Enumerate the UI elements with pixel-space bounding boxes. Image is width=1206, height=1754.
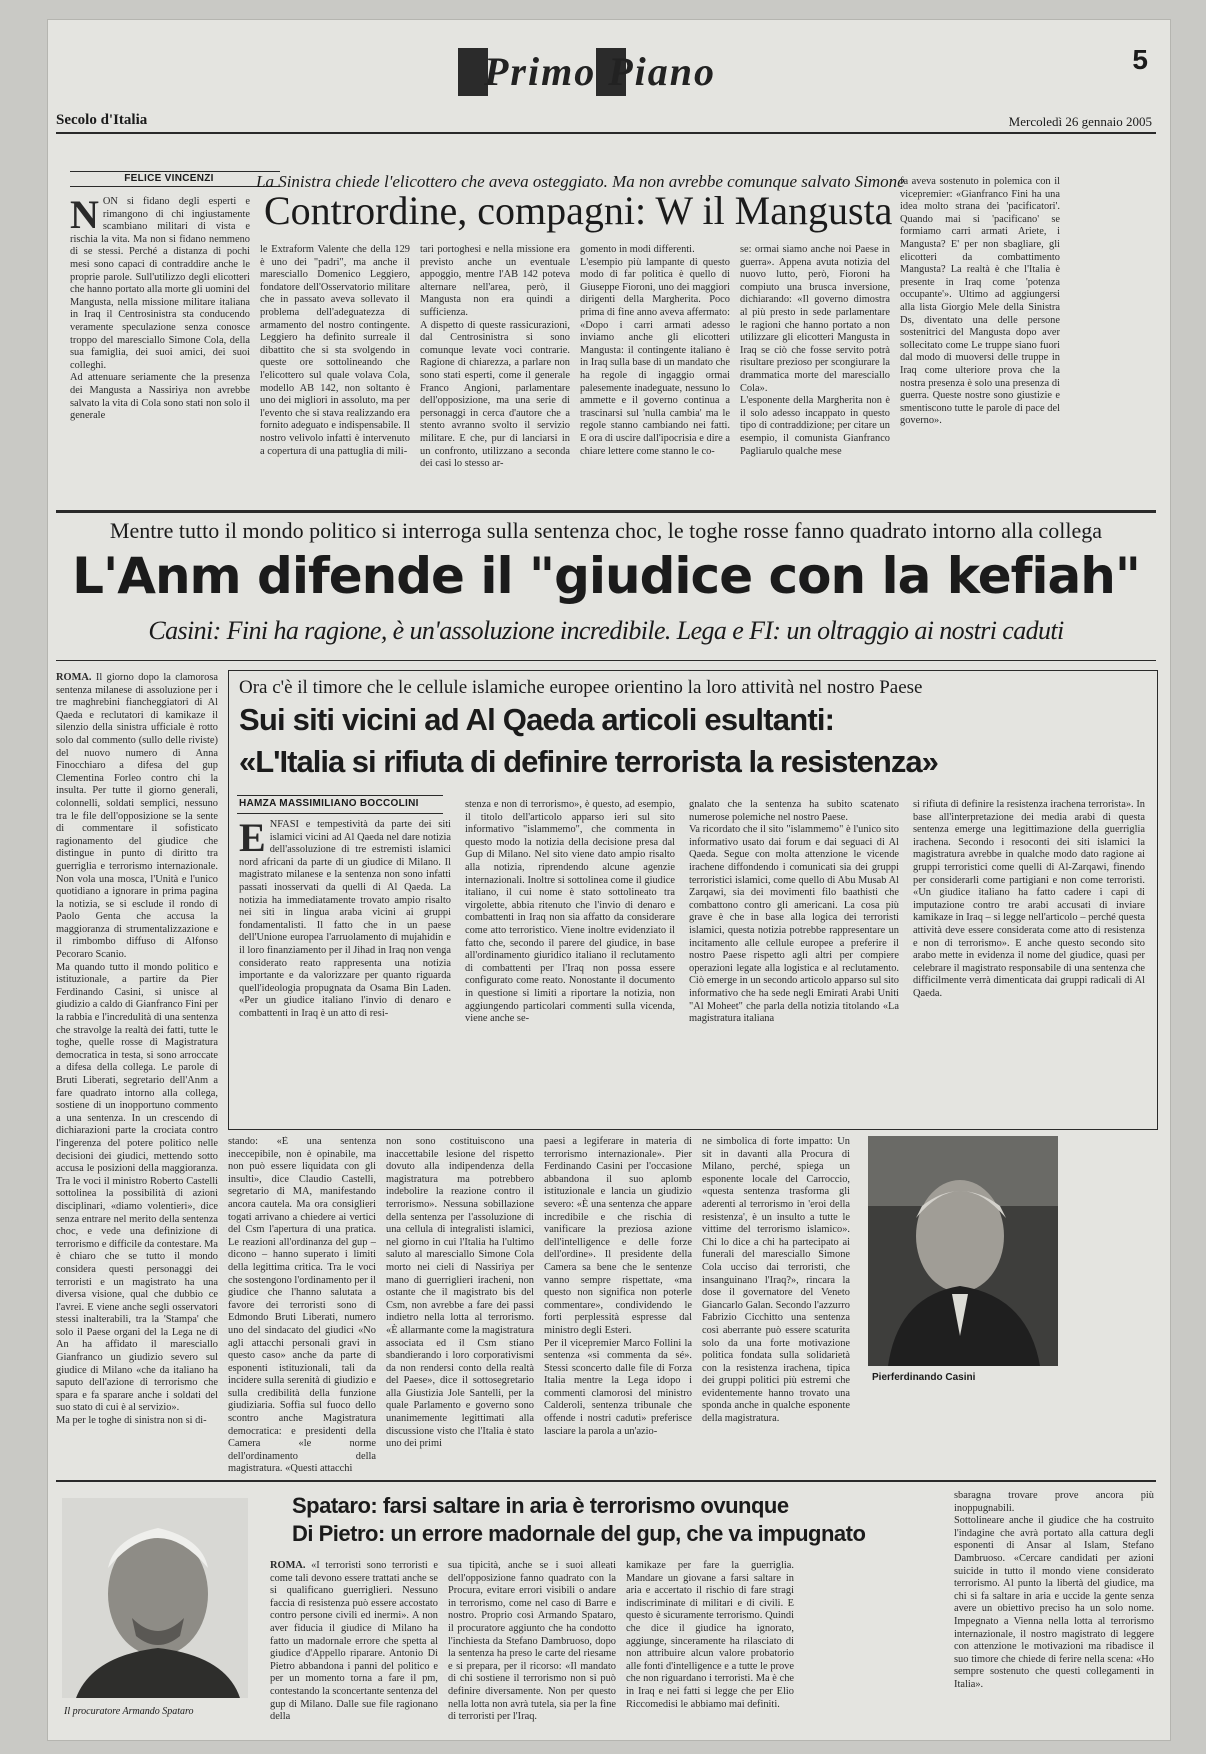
article3-headline-2: «L'Italia si rifiuta di definire terrorista la resistenza» xyxy=(239,744,938,779)
article2-col2: stando: «È una sentenza ineccepibile, non è opinabile, ma non può essere liquidata con gli insulti», dice Claudio Castelli, segretario di MA, manifestando ancora cautela. Ma ora consiglieri togati arrivano a chiedere ai vertici del Csm l'apertura di una pratica. Le reazioni all'ordinanza del gup – dicono – hanno superato i limiti della legittima critica. Tra le voci che sostengono l'ordinamento per il giudice che l'hanno salutata a favore dei terroristi sono di Edmondo Bruti Liberati, numero uno del sindacato del giudici «No agli attacchi personali gravi in questo caso» anche da parte di esponenti istituzionali, tali da incidere sulla serenità di giudizio e sulla credibilità della funzione giudiziaria. Soffia sul fuoco dello scontro anche Magistratura democratica: e presidenti della Camera «le norme dell'ordinamento della magistratura. «Questi attacchi xyxy=(228,1136,376,1474)
article1-col3: tari portoghesi e nella missione era previsto anche un eventuale appoggio, mentre l'AB 142 poteva alternare nell'area, però, il Mangusta non era quindi a sufficienza. A dispetto di queste rassicurazioni, dal Centrosinistra si sono comunque levate voci contrarie. Ragione di chiarezza, a parlare non sono stati esperti, come il generale Franco Angioni, parlamentare dell'opposizione, ma una serie di personaggi in cerca d'autore che a stento avranno svolto il servizio militare. E che, pur di lanciarsi in un confronto, utilizzano a seconda dei casi lo stesso ar- xyxy=(420,244,570,470)
article2-subhead: Casini: Fini ha ragione, è un'assoluzione incredibile. Lega e FI: un oltraggio ai nostri caduti xyxy=(148,616,1064,645)
article3-col3: gnalato che la sentenza ha subito scatenato numerose polemiche nel nostro Paese. Va ricordato che il sito "islammemo" è l'unico sito informativo usato dai forum e dai seguaci di Al Qaeda. Segue con molta attenzione le vicende irachene diffondendo i comunicati sia dei gruppi terroristici islamici, come quello di Abu Musab Al Zarqawi, sia dei movimenti filo baathisti che combattono contro gli americani. La cosa più grave è che in base alla logica dei terroristi islamici, questa notizia potrebbe rappresentare un incitamento alle cellule europee a preferire il nostro Paese rispetto agli altri per compiere operazioni legate alla logistica e al reclutamento. Ciò emerge in un secondo articolo apparso sul sito informativo che ha sede negli Emirati Arabi Uniti "Al Moheet" che parla della notizia titolando «La magistratura italiana xyxy=(689,799,899,1025)
article2-col3: non sono costituiscono una inaccettabile lesione del rispetto dovuto alla indipendenza della magistratura ma potrebbero indebolire la reazione contro il terrorismo». Nessuna sobillazione della sentenza per l'assoluzione di una cellula di integralisti islamici, nel giorno in cui l'Italia ha l'ultimo saluto al maresciallo Simone Cola morto nei cieli di Nassiriya per mano di guerriglieri iracheni, non ostante che il magistrato bis del Csm, non avrebbe a fare dei passi indietro nella lotta al terrorismo. «È allarmante come la magistratura associata ed il Csm stiano sbandierando i loro corporativismi da non rendersi conto della realtà del Paese», dice il sottosegretario alla Giustizia Jole Santelli, per la quale Parlamento e governo sono unanimemente legittimati alla discussione visto che l'Italia è stato uno dei primi xyxy=(386,1136,534,1450)
article3-kicker: Ora c'è il timore che le cellule islamiche europee orientino la loro attività nel nostro Paese xyxy=(239,677,923,698)
article1-col2: le Extraform Valente che della 129 è uno dei "padri", ma anche il maresciallo Domenico Leggiero, fondatore dell'Osservatorio militare che in passato aveva sollevato il problema dell'adeguatezza di armamento del nostro contingente. Leggiero ha definito surreale il dibattito che si sta svolgendo in queste ore sottolineando che l'elicottero sul quale volava Cola, modello AB 142, non soltanto è uno dei migliori in assoluto, ma per l'evento che si stava realizzando era fornito adeguato e indispensabile. Il nostro velivolo infatti è intervenuto a copertura di una pattuglia di mili- xyxy=(260,244,410,457)
article1-col4: gomento in modi differenti. L'esempio più lampante di questo modo di far politica è quello di Giuseppe Fioroni, uno dei maggiori dirigenti della Margherita. Poco prima di fine anno aveva affermato: «Dopo i carri armati adesso inviamo anche gli elicotteri Mangusta: il contingente italiano è in Iraq sulla base di un mandato che ha regole di ingaggio ormai palesemente inadeguate, nessuno lo ammette e il governo continua a trascinarsi sul 'nulla cambia' ma le regole stanno cambiando nei fatti. E ora di uscire dall'ipocrisia e dire a chiare lettere come stanno le co- xyxy=(580,244,730,457)
issue-date: Mercoledì 26 gennaio 2005 xyxy=(1008,114,1152,129)
article4-col3: kamikaze per fare la guerriglia. Mandare un giovane a farsi saltare in aria e accertato il rischio di fare stragi indiscriminate di militari e di civili. E questo è sicuramente terrorismo. Quindi che dice il giudice ha ignorato, aggiunge, sinceramente ha rilasciato di non attribuire alcun valore probatorio alle fonti d'intelligence e a tutte le prove che non riguardano i terroristi. Ma è che in Iraq e nei fatti si legge che per Elio Riccomedisi le abbiamo mai definiti. xyxy=(626,1560,794,1710)
article4-headline-2: Di Pietro: un errore madornale del gup, che va impugnato xyxy=(292,1521,866,1546)
casini-portrait xyxy=(868,1136,1058,1366)
article-mangusta xyxy=(48,20,1170,505)
article1-dropcap: N xyxy=(70,196,99,237)
page-number: 5 xyxy=(1132,44,1148,75)
casini-photo xyxy=(868,1136,1058,1366)
article3-dropcap: E xyxy=(239,819,266,860)
spataro-photo xyxy=(62,1498,248,1698)
article1-col5: se: ormai siamo anche noi Paese in guerra». Appena avuta notizia del nuovo lutto, però, Fioroni ha compiuto una brusca inversione, dichiarando: «Il governo dimostra al più presto in sede parlamentare le ragioni che hanno portato a non utilizzare gli elicotteri Mangusta in Iraq se ciò che fosse servito potrà risultare prezioso per scongiurare la drammatica morte del maresciallo Cola». L'esponente della Margherita non è il solo adesso incappato in questo tipo di contraddizione; per citare un esempio, il comunista Gianfranco Pagliarulo qualche mese xyxy=(740,244,890,457)
article2-left-column: ROMA. Il giorno dopo la clamorosa sentenza milanese di assoluzione per i tre maghrebini fiancheggiatori di Al Qaeda e reclutatori di kamikaze il silenzio della sinistra ufficiale è rotto solo dal commento (sullo delle riviste) del nuovo numero di Anna Finocchiaro a difesa del gup Clementina Forleo contro chi la insulta. Per tutte il giorno generali, colonnelli, soldati semplici, nessuno tra le file dell'opposizione se la sente di commentare il sofisticato ragionamento del giudice che distingue in punto di diritto tra guerriglia e terrorismo internazionale. Non vola una mosca, l'Unità e l'unico quotidiano a ignorare in prima pagina la notizia, se si esclude il rondo di Paolo Genta che accusa la maggioranza di strumentalizzazione e il rimbombo diffuso di Alfonso Pecoraro Scanio. Ma quando tutto il mondo politico e istituzionale, a partire da Pier Ferdinando Casini, si unisce al giudizio a caldo di Gianfranco Fini per la rabbia e l'incredulità di una sentenza che stravolge la realtà dei fatti, tutte le toghe, quelle rosse di Magistratura democratica in testa, si sono arroccate a difesa della collega. Le parole di Bruti Liberati, segretario dell'Anm a fare quadrato intorno alla collega, sostiene di un inopportuno commento a una sentenza. In un crescendo di dichiarazioni parte la crociata contro l'ingerenza del potere politico nelle decisioni dei giudici, mettendo sotto accusa le posizioni della maggioranza. Tra le voci il ministro Roberto Castelli sottolinea la possibilità di azioni disciplinari, «diamo volentieri», dice senza entrare nel merito della sentenza choc, e vede una definizione di terrorismo e difficile da contestare. Ma è chiaro che se tutto il mondo considera questi personaggi dei terroristi e un magistrato ha una diversa visione, qual che dubbio ce l'avrei. E viene anche segli osservatori stessi inalterabili, tra la 'Stampa' che solo il Paese organi del la Lega ne di An ha affidato il maresciallo Gianfranco un giudizio severo sul giudice di Milano «che da italiano ha saputo dell'azione di terrorismo che spara e fa sparare anche i soldati del suo stato di cui è al servizio». Ma per le toghe di sinistra non si di- xyxy=(56,672,218,1427)
article3-col2: stenza e non di terrorismo», è questo, ad esempio, il titolo dell'articolo apparso ieri sul sito informativo "islammemo", che commenta in questo modo la notizia della decisione presa dal Gup di Milano. Nel sito viene dato ampio risalto alla notizia, riprendendo alcune agenzie internazionali. Inoltre si sottolinea come il giudice italiano, il cui nome è stato sottolineato tra virgolette, abbia ritenuto che l'invio di denaro e combattenti in Iraq non sia affatto da considerare come atto terroristico. Viene inoltre evidenziato il fatto che, secondo il parere del giudice, in base all'ordinamento giuridico italiano il reclutamento di combattenti per l'Iraq non possa essere configurato come reato. Nonostante il documento in questione si limiti a riportare la notizia, non aggiungendo particolari commenti sulla vicenda, viene anche se- xyxy=(465,799,675,1025)
article4-col1: ROMA. «I terroristi sono terroristi e come tali devono essere trattati anche se si qualificano guerriglieri. Nessuno faccia di resistenza può essere accostato contro persone civili ed inermi». A non aver fiducia il giudice di Milano ha fatto un madornale errore che spetta al giudice d'Appello riparare. Antonio Di Pietro abbandona i panni del politico e per un momento torna a fare il pm, contestando la sconcertante sentenza del gup di Milano. Dalle sue file ragionano della xyxy=(270,1560,438,1723)
casini-caption: Pierferdinando Casini xyxy=(872,1372,976,1383)
article4-col2: sua tipicità, anche se i suoi alleati dell'opposizione fanno quadrato con la Procura, evitare errori visibili o andare in terrorismo, come nel caso di Barre e nostro. Proprio così Armando Spataro, il procuratore aggiunto che ha condotto l'inchiesta da Stefano Dambruoso, dopo la sentenza ha preso le carte del riesame e si prepara, per il ricorso: «Il mandato di chi sostiene il terrorismo non si può definire diversamente. Non per questo nella lotta non avrà tutela, sia per la fine di terroristi per l'Iraq. xyxy=(448,1560,616,1723)
article1-col6: fa aveva sostenuto in polemica con il vicepremier: «Gianfranco Fini ha una idea molto strana dei 'pacificatori'. Quando mai si 'pacificano' se formiamo carri armati Ariete, i Mangusta? E' per non sbagliare, gli elicotteri da combattimento Mangusta? La realtà è che l'Italia è presente in Iraq come 'potenza occupante'». Ultimo ad aggiungersi alla lista Giorgio Mele della Sinistra Ds, diventato una delle persone sostenitrici del Mangusta dopo aver sollecitato come Le truppe siano fuori dal modo di muoversi delle truppe in Iraq come ulteriore prova che la nostra presenza è solo una presenza di guerra. Queste nostre sono giustizie e smentiscono tutte le parole di pace del governo». xyxy=(900,176,1060,427)
article2-col5: ne simbolica di forte impatto: Un sit in davanti alla Procura di Milano, perché, spiega un esponente locale del Carroccio, «questa sentenza trasforma gli aderenti al terrorismo in 'eroi della resistenza', è un insulto a tutte le vittime del terrorismo islamico». Chi lo dice a chi ha partecipato ai funerali del maresciallo Simone Cola ucciso dai terroristi, che insanguinano l'Iraq?», rincara la dose il governatore del Veneto Giancarlo Galan. Secondo l'azzurro Fabrizio Cicchitto una sentenza così aberrante può essere scaturita solo da una forte motivazione politica fondata sulla solidarietà con la resistenza irachena, tipica dei gruppi politici più estremi che evidentemente hanno trovato una sponda anche in qualche esponente della magistratura. xyxy=(702,1136,850,1425)
article2-headline: L'Anm difende il "giudice con la kefiah" xyxy=(72,547,1140,605)
newspaper-page xyxy=(48,20,1170,1740)
spataro-portrait xyxy=(62,1498,248,1698)
article3-col1: E NFASI e tempestività da parte dei siti islamici vicini ad Al Qaeda nel dare notizia dell'assoluzione di tre estremisti islamici nord africani da parte di un giudice di Milano. Il magistrato milanese e la sentenza non sono infatti passati inosservati da quelli di Al Qaeda. La notizia ha immediatamente trovato ampio risalto nei siti in lingua araba vicini ai gruppi fondamentalisti. Il fatto che in un paese dell'Unione europea l'arruolamento di mujahidin e il loro finanziamento per il Jihad in Iraq non venga considerato reato rappresenta una notizia importante e da valorizzare per quanto riguarda quell'ideologia propugnata da Osama Bin Laden. «Per un giudice italiano l'invio di denaro e combattenti in Iraq è un atto di resi- xyxy=(239,819,451,1019)
section-title-text: Primo Piano xyxy=(484,49,717,94)
article3-headline-1: Sui siti vicini ad Al Qaeda articoli esultanti: xyxy=(239,702,835,737)
article3-col4: si rifiuta di definire la resistenza irachena terrorista». In base all'interpretazione dei media arabi di questa sentenza emerge una legittimazione della guerriglia irachena. Secondo i resoconti dei siti islamici la magistratura avrebbe in qualche modo dato ragione ai gruppi terroristici come quelli di Al-Zarqawi, finendo per considerarli come partigiani e non come terroristi. «Un giudice italiano ha fatto cadere i capi di imputazione contro tre arabi accusati di inviare kamikaze in Iraq – si legge nell'articolo – perché questa attività deve essere considerata come atto di resistenza e non di terrorismo». E anche questo secondo sito arabo mette in evidenza il nome del giudice, quasi per celebrare il magistrato responsabile di una sentenza che difficilmente verrà dimenticata dai gruppi radicali di Al Qaeda. xyxy=(913,799,1145,999)
separator-1 xyxy=(56,510,1156,513)
article4-col4: sbaragna trovare prove ancora più inoppugnabili. Sottolineare anche il giudice che ha costruito l'indagine che avrà portato alla cattura degli esponenti di Ansar al Islam, Stefano Dambruoso. «Cercare candidati per azioni suicide in tutto il mondo viene considerato terrorismo. Al punto la libertà del giudice, ma chi si fa saltare in aria e uccide la gente senza avere un obiettivo preciso ha un solo nome. Impegnato a Vienna nella lotta al terrorismo internazionale, il nostro magistrato di leggere con attenzione le motivazioni ma ribadisce il suo timore che chiede di ferire nella scena: «Ho sempre sostenuto che questi collegamenti in Italia». xyxy=(954,1490,1154,1690)
article2-col4: paesi a legiferare in materia di terrorismo internazionale». Pier Ferdinando Casini per l'occasione abbandona il suo aplomb istituzionale e lancia un giudizio severo: «È una sentenza che appare incredibile e che rischia di vanificare la preziosa azione dell'intelligence e delle forze dell'ordine». Il presidente della Camera sa bene che le sentenze vanno sempre rispettate, «ma questo non significa non poterle commentare», condividendo le forti perplessità espresse dal ministro degli Esteri. Per il vicepremier Marco Follini la sentenza «si commenta da sé». Stessi sconcerto dalle file di Forza Italia mentre la Lega idopo i commenti clamorosi del ministro Calderoli, sentenza tribunale che offende i nostri caduti» preferisce lasciare la parola a un'azio- xyxy=(544,1136,692,1437)
separator-2 xyxy=(56,660,1156,661)
article1-col1: N ON si fidano degli esperti e rimangono di chi ingiustamente scambiano militari di vista e rischia la vita. Ma non si fidano nemmeno di se stessi. Perché a distanza di pochi mesi sono capaci di contraddire anche le proprie parole. Sull'utilizzo degli elicotteri che hanno portato alla morte gli uomini del Mangusta, nella missione militare italiana in Iraq il Centrosinistra sta conducendo veramente speculazione senza conosce troppo del maresciallo Simone Cola, della sua famiglia, dei suoi amici, dei suoi colleghi. Ad attenuare seriamente che la presenza dei Mangusta a Nassiriya non avrebbe salvato la vita di Cola sono stati non solo il generale xyxy=(70,196,250,422)
article1-headline: Contrordine, compagni: W il Mangusta xyxy=(264,188,893,233)
article2-kicker: Mentre tutto il mondo politico si interroga sulla sentenza choc, le toghe rosse fanno quadrato intorno alla collega xyxy=(109,518,1103,543)
article1-kicker: La Sinistra chiede l'elicottero che aveva osteggiato. Ma non avrebbe comunque salvato Simone xyxy=(256,172,905,191)
newspaper-name: Secolo d'Italia xyxy=(56,112,148,128)
article3-author: HAMZA MASSIMILIANO BOCCOLINI xyxy=(239,798,419,809)
article4-headline-1: Spataro: farsi saltare in aria è terrorismo ovunque xyxy=(292,1493,789,1518)
separator-3 xyxy=(56,1480,1156,1482)
article3-box xyxy=(228,670,1158,1130)
spataro-caption: Il procuratore Armando Spataro xyxy=(64,1706,194,1717)
article1-author: FELICE VINCENZI xyxy=(124,173,214,184)
